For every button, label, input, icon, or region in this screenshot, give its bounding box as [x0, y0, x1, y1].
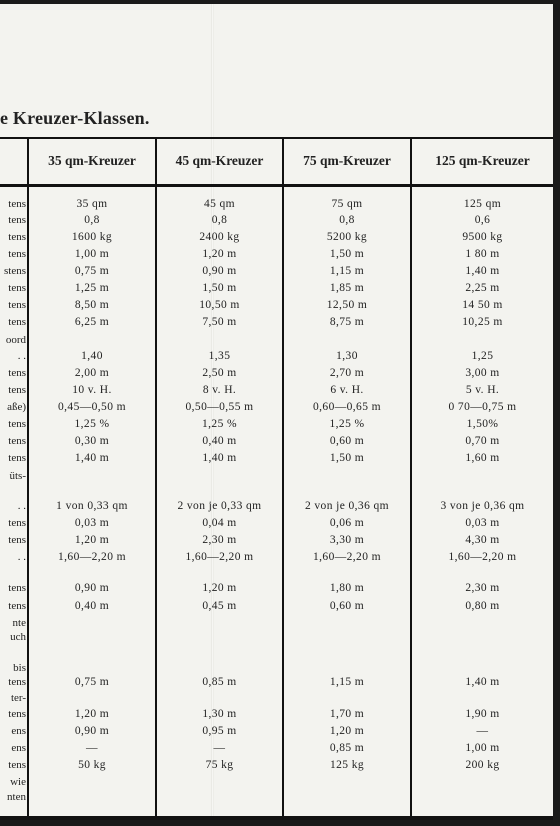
row-label: tens — [8, 517, 26, 529]
table-cell: 0,8 — [339, 214, 355, 226]
table-cell: 1,20 m — [202, 248, 237, 260]
table-cell: 10,25 m — [462, 316, 503, 328]
table-cell: 1,15 m — [329, 265, 365, 277]
table-cell: 1,20 m — [74, 534, 110, 546]
row-label: tens — [8, 231, 26, 243]
table-cell: 1,40 — [81, 350, 103, 362]
row-label: . . — [17, 500, 26, 512]
table-cell: 0,70 m — [465, 435, 500, 447]
table-cell: 2,00 m — [74, 367, 110, 379]
table-cell: 1,25 m — [74, 282, 110, 294]
row-label: ter- — [10, 692, 26, 704]
column-header-35qm: 35 qm-Kreuzer — [48, 153, 136, 168]
document-page — [0, 4, 553, 820]
table-cell: 8,75 m — [329, 316, 365, 328]
table-cell: 0,06 m — [329, 517, 365, 529]
table-cell: 6 v. H. — [330, 384, 364, 396]
table-cell: 0,6 — [474, 214, 491, 226]
row-label: aße) — [7, 401, 26, 413]
table-cell: 1 von 0,33 qm — [56, 500, 128, 512]
table-cell: 0,03 m — [74, 517, 110, 529]
table-cell: 1,50% — [466, 418, 499, 430]
table-cell: 0,30 m — [74, 435, 110, 447]
table-cell: 7,50 m — [202, 316, 237, 328]
bottom-rule — [0, 816, 553, 820]
row-label: . . — [17, 350, 26, 362]
table-cell: 5200 kg — [326, 231, 368, 243]
table-cell: 0,45 m — [202, 600, 237, 612]
table-cell: 1 80 m — [465, 248, 500, 260]
table-cell: 1,85 m — [329, 282, 365, 294]
row-label: tens — [8, 248, 26, 260]
table-cell: 2400 kg — [199, 231, 240, 243]
row-label: tens — [8, 418, 26, 430]
table-cell: 8,50 m — [74, 299, 110, 311]
table-cell: 1,50 m — [329, 452, 365, 464]
row-label: tens — [8, 316, 26, 328]
table-cell: 0,8 — [211, 214, 228, 226]
table-cell: 0,75 m — [74, 676, 110, 688]
table-cell: 3 von je 0,36 qm — [440, 500, 525, 512]
table-cell: 0,85 m — [202, 676, 237, 688]
column-header-75qm: 75 qm-Kreuzer — [303, 153, 391, 168]
row-label: uch — [10, 631, 26, 643]
table-cell: 0,80 m — [465, 600, 500, 612]
table-cell: 0,60 m — [329, 600, 365, 612]
table-cell: 1,40 m — [465, 265, 500, 277]
table-cell: 35 qm — [76, 198, 108, 210]
table-cell: 1,25 — [471, 350, 494, 362]
table-cell: 1,90 m — [465, 708, 500, 720]
table-cell: 0,40 m — [74, 600, 110, 612]
table-cell: 2,25 m — [465, 282, 500, 294]
row-label: tens — [8, 367, 26, 379]
column-header-125qm: 125 qm-Kreuzer — [435, 153, 530, 168]
row-label: tens — [8, 435, 26, 447]
table-cell: 1,60—2,20 m — [313, 551, 381, 563]
table-cell: 1,20 m — [74, 708, 110, 720]
table-cell: 1,25 % — [74, 418, 110, 430]
table-cell: 1,20 m — [202, 582, 237, 594]
table-cell: 2,30 m — [202, 534, 237, 546]
row-label: tens — [8, 600, 26, 612]
row-label: tens — [8, 214, 26, 226]
table-cell: 0 70—0,75 m — [448, 401, 517, 413]
row-label: tens — [8, 282, 26, 294]
table-cell: — — [213, 742, 226, 754]
table-cell: 6,25 m — [74, 316, 110, 328]
table-cell: 0,90 m — [74, 725, 110, 737]
table-cell: 1,00 m — [74, 248, 110, 260]
row-label: oord — [5, 334, 26, 346]
row-label: stens — [4, 265, 26, 277]
table-cell: 1,40 m — [202, 452, 237, 464]
table-cell: 0,95 m — [202, 725, 237, 737]
table-cell: 0,90 m — [202, 265, 237, 277]
table-cell: 10,50 m — [199, 299, 240, 311]
table-cell: 4,30 m — [465, 534, 500, 546]
row-label: tens — [8, 708, 26, 720]
row-label: tens — [8, 198, 26, 210]
row-label: ens — [11, 742, 26, 754]
table-cell: 2,70 m — [329, 367, 365, 379]
table-cell: 1,60—2,20 m — [448, 551, 517, 563]
table-cell: 2 von je 0,33 qm — [177, 500, 262, 512]
row-label: nte — [12, 617, 26, 629]
table-cell: 1,15 m — [329, 676, 365, 688]
table-cell: 0,8 — [84, 214, 100, 226]
row-label: wie — [10, 776, 26, 788]
table-cell: 1,25 % — [329, 418, 365, 430]
table-cell: 1,60 m — [465, 452, 500, 464]
table-cell: 0,60 m — [329, 435, 365, 447]
table-cell: 1600 kg — [71, 231, 113, 243]
row-label: tens — [8, 534, 26, 546]
table-cell: 0,75 m — [74, 265, 110, 277]
row-label: . . — [17, 551, 26, 563]
table-cell: 0,90 m — [74, 582, 110, 594]
table-cell: 10 v. H. — [72, 384, 112, 396]
table-cell: 1,25 % — [202, 418, 237, 430]
row-label: tens — [8, 299, 26, 311]
table-cell: 45 qm — [203, 198, 236, 210]
row-label: üts- — [9, 470, 26, 482]
table-cell: 3,30 m — [329, 534, 365, 546]
table-cell: — — [476, 725, 489, 737]
table-cell: 8 v. H. — [202, 384, 237, 396]
row-label: bis — [13, 662, 26, 674]
header-rule — [0, 184, 553, 187]
table-cell: 1,35 — [208, 350, 231, 362]
table-cell: 0,40 m — [202, 435, 237, 447]
table-cell: 0,03 m — [465, 517, 500, 529]
row-label: tens — [8, 582, 26, 594]
column-header-45qm: 45 qm-Kreuzer — [175, 153, 264, 168]
table-cell: 1,30 — [336, 350, 358, 362]
table-cell: 0,60—0,65 m — [313, 401, 381, 413]
top-rule — [0, 137, 553, 139]
table-cell: 2,30 m — [465, 582, 500, 594]
table-cell: 1,80 m — [329, 582, 365, 594]
table-cell: 75 qm — [331, 198, 363, 210]
table-cell: 12,50 m — [326, 299, 368, 311]
table-cell: 75 kg — [205, 759, 234, 771]
table-cell: 200 kg — [465, 759, 500, 771]
table-cell: 9500 kg — [462, 231, 503, 243]
row-label: tens — [8, 676, 26, 688]
row-label: ens — [11, 725, 26, 737]
row-label: tens — [8, 759, 26, 771]
table-cell: 1,20 m — [329, 725, 365, 737]
table-cell: 125 kg — [329, 759, 365, 771]
table-cell: 0,04 m — [202, 517, 237, 529]
table-title: e Kreuzer-Klassen. — [0, 108, 150, 128]
row-label: tens — [8, 384, 26, 396]
table-cell: 1,40 m — [465, 676, 500, 688]
table-cell: 1,50 m — [329, 248, 365, 260]
table-cell: 0,85 m — [329, 742, 365, 754]
table-cell: 1,50 m — [202, 282, 237, 294]
row-label: nten — [7, 791, 26, 803]
table-cell: 0,50—0,55 m — [185, 401, 254, 413]
table-cell: 1,40 m — [74, 452, 110, 464]
table-cell: 1,60—2,20 m — [185, 551, 254, 563]
table-cell: 2,50 m — [202, 367, 237, 379]
table-cell: 1,70 m — [329, 708, 365, 720]
table-cell: 14 50 m — [462, 299, 503, 311]
table-cell: 1,60—2,20 m — [58, 551, 126, 563]
table-cell: 50 kg — [78, 759, 106, 771]
table-cell: 0,45—0,50 m — [58, 401, 126, 413]
table-cell: 1,30 m — [202, 708, 237, 720]
table-cell: 2 von je 0,36 qm — [304, 500, 390, 512]
table-cell: 1,00 m — [465, 742, 500, 754]
table-cell: — — [86, 742, 98, 754]
table-cell: 5 v. H. — [465, 384, 500, 396]
row-label: tens — [8, 452, 26, 464]
table-cell: 3,00 m — [465, 367, 500, 379]
table-cell: 125 qm — [463, 198, 502, 210]
